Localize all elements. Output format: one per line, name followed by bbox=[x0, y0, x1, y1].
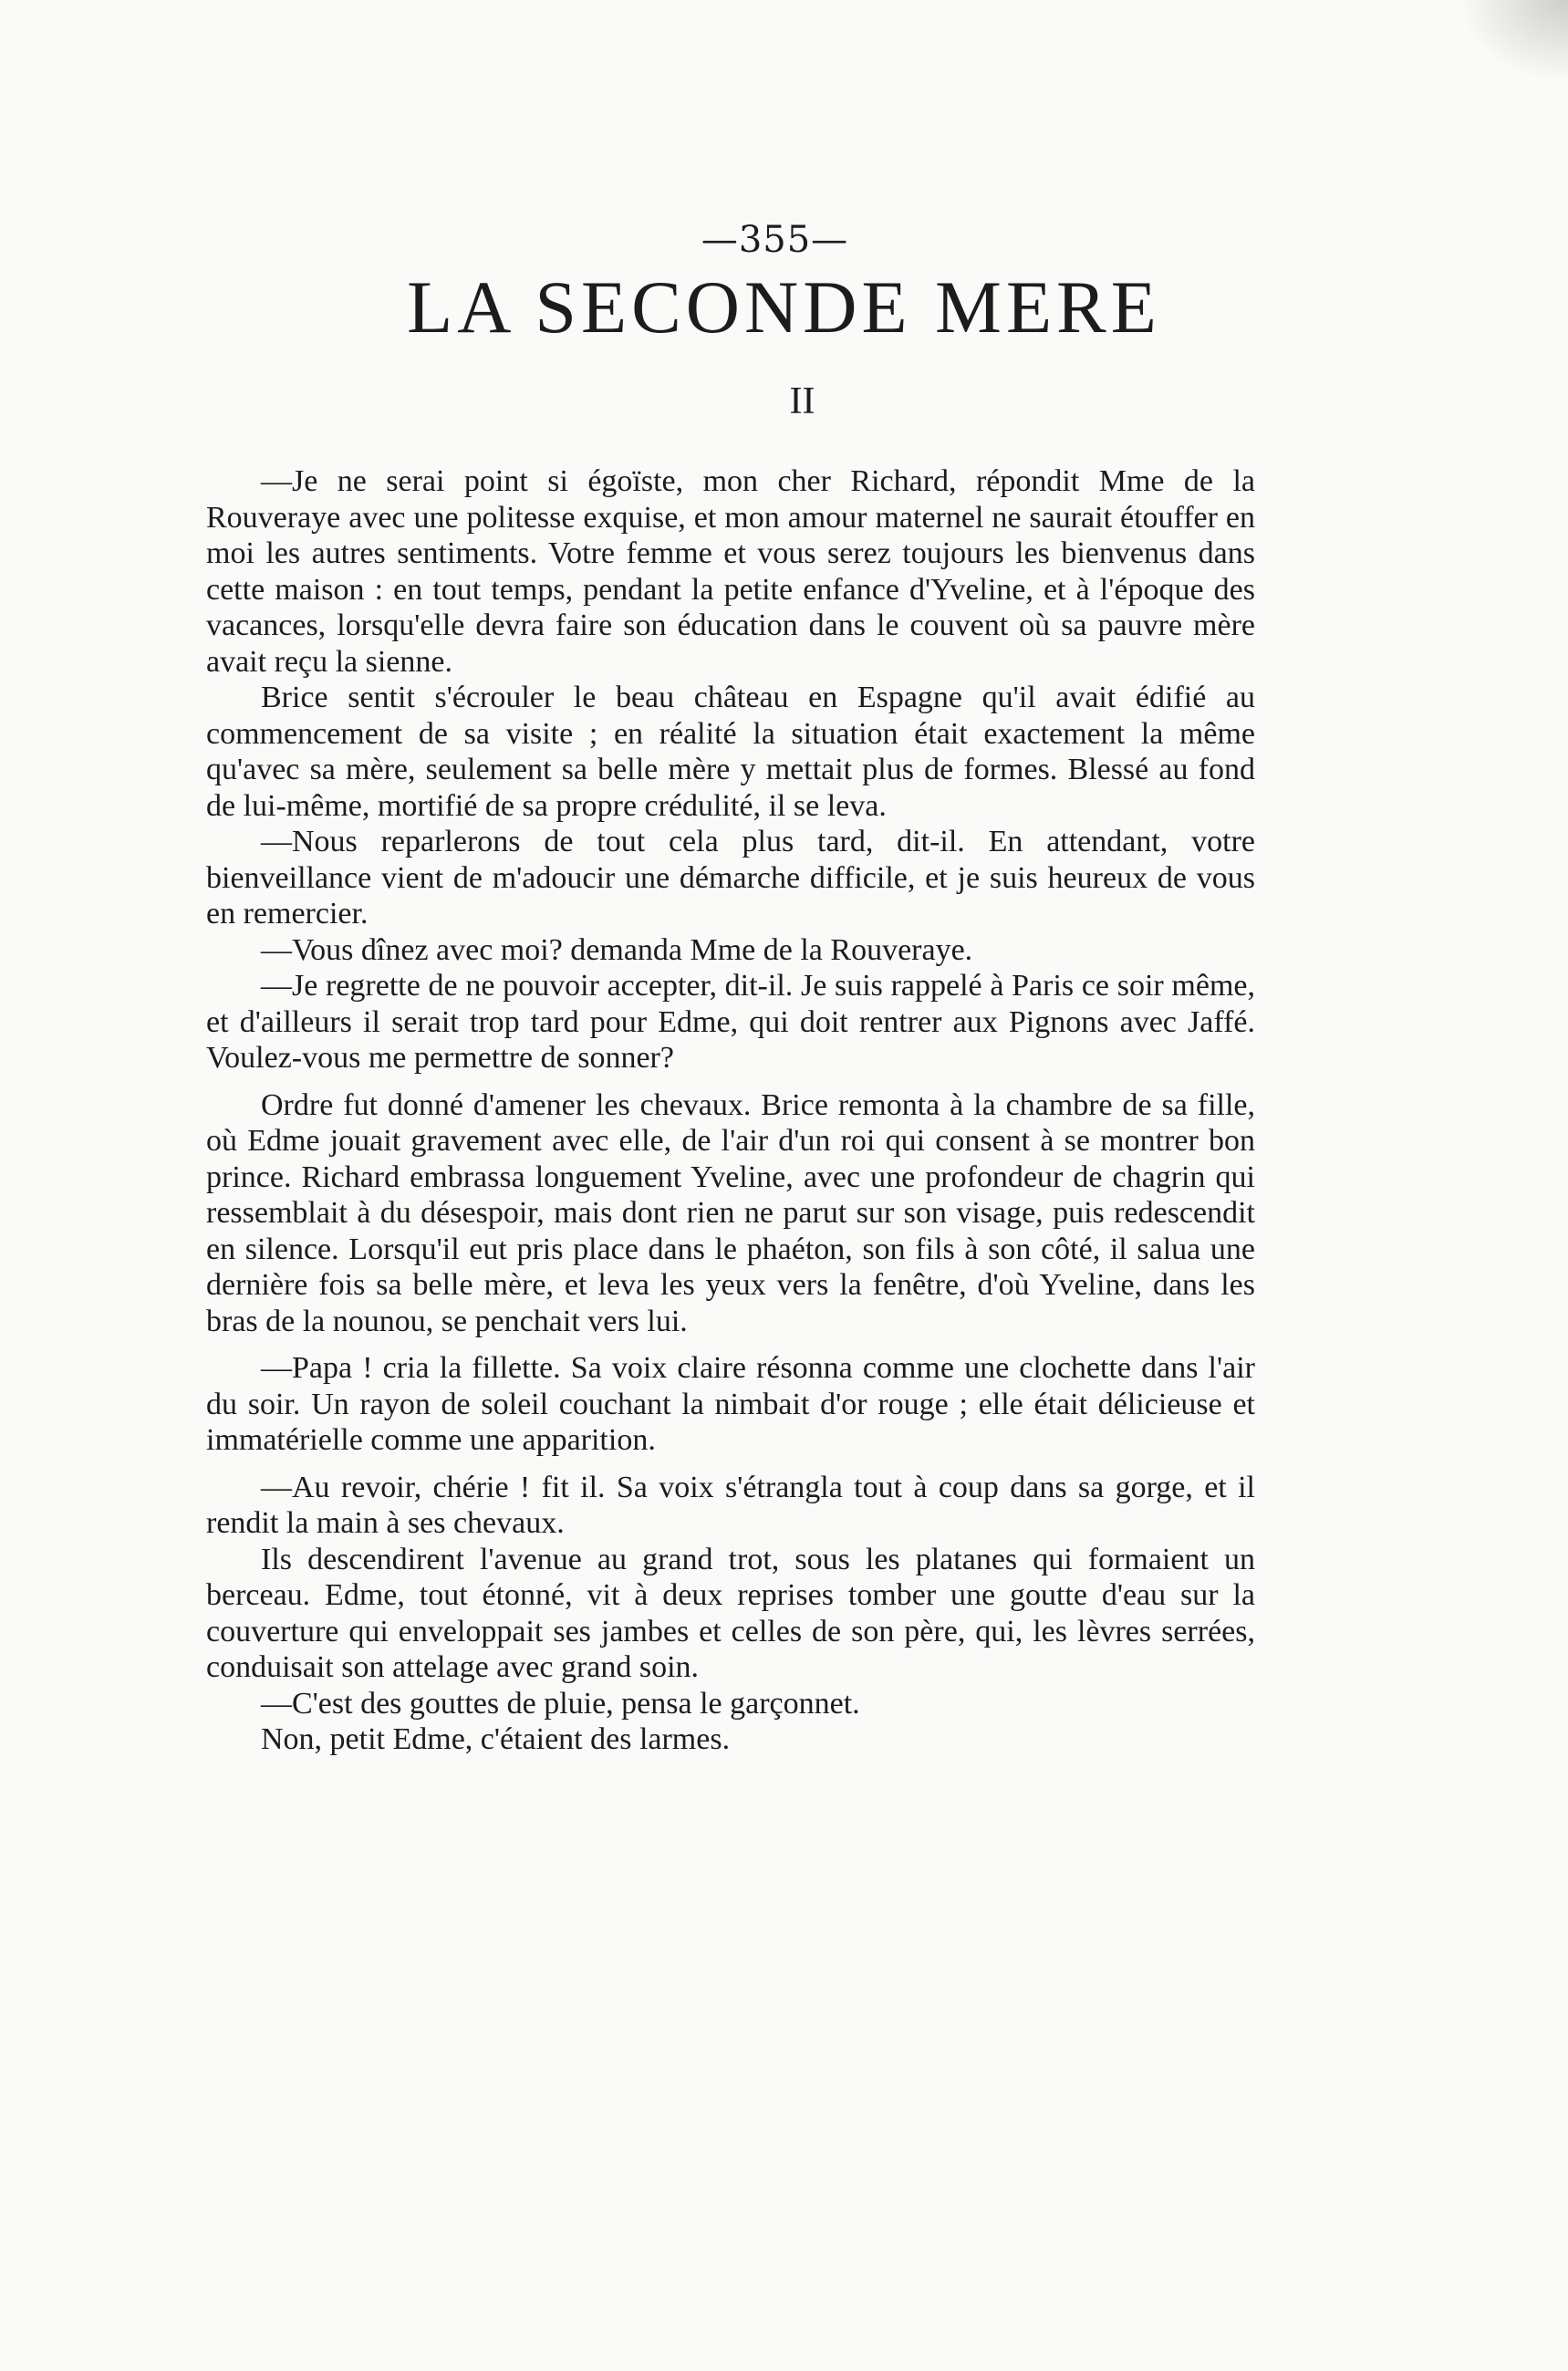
chapter-number: II bbox=[789, 380, 815, 422]
paragraph-6: Ordre fut donné d'amener les chevaux. Brice remonta à la chambre de sa fille, où Edme jouait gravement avec elle, de l'air d'un roi qui consent à se montrer bon prince. Richard embrassa longuement Yveline, avec une profondeur de chagrin qui ressemblait à du désespoir, mais dont rien ne parut sur son visage, puis redescendit en silence. Lorsqu'il eut pris place dans le phaéton, son fils à son côté, il salua une dernière fois sa belle mère, et leva les yeux vers la fenêtre, d'où Yveline, dans les bras de la nounou, se penchait vers lui. bbox=[206, 1087, 1255, 1338]
paragraph-8: —Au revoir, chérie ! fit il. Sa voix s'étrangla tout à coup dans sa gorge, et il rendit la main à ses chevaux. bbox=[206, 1470, 1255, 1540]
page-number: —355— bbox=[701, 219, 849, 261]
paragraph-4: —Vous dînez avec moi? demanda Mme de la Rouveraye. bbox=[261, 932, 973, 967]
paragraph-1: —Je ne serai point si égoïste, mon cher Richard, répondit Mme de la Rouveraye avec une politesse exquise, et mon amour maternel ne saurait étouffer en moi les autres sentiments. Votre femme et vous serez toujours les bienvenus dans cette maison : en tout temps, pendant la petite enfance d'Yveline, et à l'époque des vacances, lorsqu'elle devra faire son éducation dans le couvent où sa pauvre mère avait reçu la sienne. bbox=[206, 464, 1255, 679]
paragraph-10: —C'est des gouttes de pluie, pensa le garçonnet. bbox=[261, 1686, 860, 1721]
paragraph-3: —Nous reparlerons de tout cela plus tard, dit-il. En attendant, votre bienveillance vient de m'adoucir une démarche difficile, et je suis heureux de vous en remercier. bbox=[206, 825, 1255, 931]
paragraph-11: Non, petit Edme, c'étaient des larmes. bbox=[261, 1722, 731, 1756]
paragraph-5: —Je regrette de ne pouvoir accepter, dit-il. Je suis rappelé à Paris ce soir même, et d'ailleurs il serait trop tard pour Edme, qui doit rentrer aux Pignons avec Jaffé. Voulez-vous me permettre de sonner? bbox=[206, 969, 1255, 1075]
scan-artifact bbox=[1459, 0, 1568, 82]
paragraph-2: Brice sentit s'écrouler le beau château en Espagne qu'il avait édifié au commencement de sa visite ; en réalité la situation était exactement la même qu'avec sa mère, seulement sa belle mère y mettait plus de formes. Blessé au fond de lui-même, mortifié de sa propre crédulité, il se leva. bbox=[206, 681, 1255, 823]
body-text bbox=[206, 463, 1255, 1758]
paragraph-7: —Papa ! cria la fillette. Sa voix claire résonna comme une clochette dans l'air du soir. Un rayon de soleil couchant la nimbait d'or rouge ; elle était délicieuse et immatérielle comme une apparition. bbox=[206, 1351, 1255, 1457]
paragraph-9: Ils descendirent l'avenue au grand trot, sous les platanes qui formaient un berceau. Edme, tout étonné, vit à deux reprises tomber une goutte d'eau sur la couverture qui enveloppait ses jambes et celles de son père, qui, les lèvres serrées, conduisait son attelage avec grand soin. bbox=[206, 1542, 1255, 1684]
page-title: LA SECONDE MERE bbox=[407, 265, 1161, 348]
